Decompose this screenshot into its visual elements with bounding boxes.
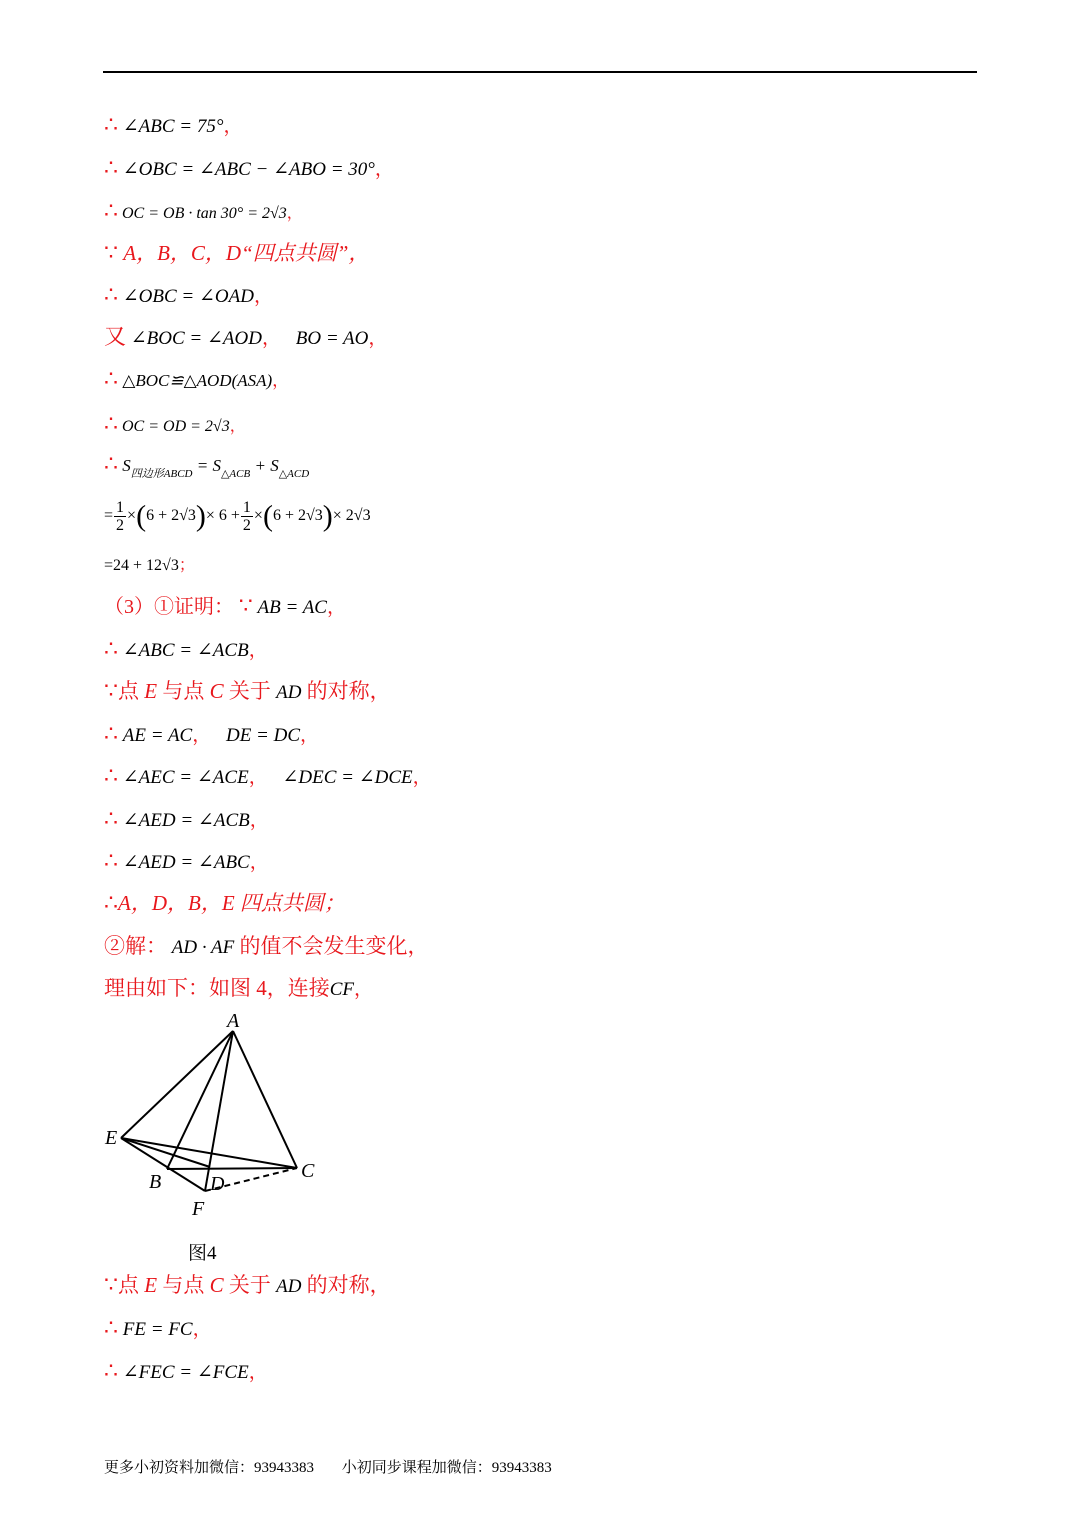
part-3-proof-heading: （3）①证明： bbox=[104, 596, 234, 618]
header-rule bbox=[103, 71, 977, 73]
segment-ED bbox=[121, 1138, 210, 1167]
step-line-3 bbox=[104, 199, 303, 226]
denominator: 2 bbox=[116, 516, 125, 534]
numerator: 1 bbox=[242, 498, 251, 516]
semicolon: ； bbox=[178, 557, 195, 574]
text: 与点 bbox=[157, 1273, 210, 1297]
comma: ， bbox=[253, 286, 273, 307]
step-line-1 bbox=[104, 113, 243, 139]
step-line-19 bbox=[104, 891, 345, 915]
area-subscript: △ACB bbox=[220, 468, 251, 480]
therefore-symbol: ∴ bbox=[104, 806, 118, 831]
therefore-symbol: ∴ bbox=[104, 155, 118, 180]
area-result: =24 + 12√3 bbox=[104, 557, 179, 574]
numerator: 1 bbox=[116, 498, 125, 516]
segment-BC bbox=[167, 1168, 297, 1169]
step-line-22 bbox=[104, 1273, 391, 1299]
comma: ， bbox=[249, 852, 269, 873]
math-expression: 6 + 2√3 bbox=[146, 507, 196, 524]
step-line-4 bbox=[104, 241, 369, 265]
area-subscript: 四边形ABCD bbox=[130, 468, 193, 480]
therefore-symbol: ∴ bbox=[104, 198, 118, 223]
therefore-symbol: ∴ bbox=[104, 890, 118, 915]
math-expression: OC = OD = 2√3 bbox=[122, 418, 230, 435]
equals-sign: = bbox=[104, 507, 114, 524]
times-sign: × bbox=[253, 507, 263, 524]
text: 的对称， bbox=[301, 1273, 391, 1297]
point-label: E bbox=[144, 1273, 158, 1297]
math-expression: ∠FEC = ∠FCE bbox=[122, 1362, 249, 1383]
because-symbol: ∵ bbox=[104, 240, 118, 265]
step-line-13 bbox=[104, 637, 268, 663]
page-footer bbox=[104, 1456, 576, 1477]
footer-wechat-left: 更多小初资料加微信：93943383 bbox=[104, 1460, 315, 1476]
math-expression: = S bbox=[192, 456, 221, 475]
math-expression: 6 + 2√3 bbox=[272, 507, 323, 524]
footer-wechat-right: 小初同步课程加微信：93943383 bbox=[341, 1460, 552, 1476]
comma: ， bbox=[272, 371, 290, 390]
text: 关于 bbox=[223, 1273, 277, 1297]
math-expression: CF bbox=[329, 979, 355, 1000]
text: 点 bbox=[118, 1273, 145, 1297]
math-expression: ∠ABC = 75° bbox=[122, 116, 224, 137]
math-expression: ∠AED = ∠ACB bbox=[122, 810, 250, 831]
therefore-symbol: ∴ bbox=[104, 848, 118, 873]
also-symbol: 又 bbox=[104, 324, 127, 349]
comma: ， bbox=[286, 205, 303, 222]
step-line-21 bbox=[104, 976, 373, 1002]
comma: ， bbox=[249, 810, 269, 831]
part-3-solution-heading: ②解： bbox=[104, 934, 167, 958]
label-E: E bbox=[105, 1127, 118, 1149]
step-line-8 bbox=[104, 412, 246, 439]
text: 与点 bbox=[157, 679, 210, 703]
congruence-expression: △BOC≌△AOD(ASA) bbox=[122, 371, 273, 390]
therefore-symbol: ∴ bbox=[104, 721, 118, 746]
therefore-symbol: ∴ bbox=[104, 1358, 118, 1383]
segment-AC bbox=[233, 1031, 297, 1168]
therefore-symbol: ∴ bbox=[104, 411, 118, 436]
area-symbol: S bbox=[122, 456, 131, 475]
therefore-symbol: ∴ bbox=[104, 112, 118, 137]
comma: ， bbox=[300, 725, 320, 746]
comma: ， bbox=[223, 116, 243, 137]
math-expression: AB = AC bbox=[257, 597, 327, 618]
therefore-symbol: ∴ bbox=[104, 451, 118, 476]
step-line-7 bbox=[104, 367, 289, 393]
step-line-24 bbox=[104, 1359, 268, 1385]
point-label: C bbox=[209, 1273, 224, 1297]
comma: ， bbox=[326, 597, 346, 618]
math-expression: FE = FC bbox=[122, 1319, 193, 1340]
because-symbol: ∵ bbox=[104, 678, 118, 703]
comma: ， bbox=[354, 979, 374, 1000]
comma: ， bbox=[248, 1362, 268, 1383]
math-expression: ∠BOC = ∠AOD bbox=[130, 328, 262, 349]
label-A: A bbox=[227, 1010, 240, 1032]
step-line-10: = $\frac{1}{2}$ ×(6 + 2√3)× 6 + $\frac{1}{2}$ ×(6 + 2√3)× 2√3 bbox=[104, 498, 371, 534]
label-C: C bbox=[301, 1160, 315, 1182]
times-sign: × bbox=[127, 507, 137, 524]
concyclic-statement: A，B，C，D“四点共圆”， bbox=[123, 241, 370, 265]
math-expression: BO = AO bbox=[295, 328, 369, 349]
math-expression: OC = OB · tan 30° = 2√3 bbox=[122, 205, 287, 222]
denominator: 2 bbox=[242, 516, 251, 534]
text: 关于 bbox=[223, 679, 277, 703]
text: 理由如下：如图 4，连接 bbox=[104, 976, 330, 1000]
math-expression: ∠AED = ∠ABC bbox=[122, 852, 250, 873]
comma: ， bbox=[368, 328, 388, 349]
math-expression: × 6 + bbox=[205, 507, 240, 524]
comma: ， bbox=[192, 725, 212, 746]
comma: ， bbox=[248, 640, 268, 661]
step-line-15 bbox=[104, 722, 319, 748]
step-line-14 bbox=[104, 679, 391, 705]
therefore-symbol: ∴ bbox=[104, 763, 118, 788]
label-B: B bbox=[149, 1171, 162, 1193]
math-expression: AD · AF bbox=[171, 937, 235, 958]
because-symbol: ∵ bbox=[104, 1272, 118, 1297]
label-D: D bbox=[210, 1173, 225, 1195]
math-expression: ∠OBC = ∠OAD bbox=[122, 286, 254, 307]
step-line-9 bbox=[104, 452, 309, 480]
therefore-symbol: ∴ bbox=[104, 1315, 118, 1340]
math-expression: ∠AEC = ∠ACE bbox=[122, 767, 249, 788]
math-expression: DE = DC bbox=[225, 725, 301, 746]
fraction-one-half bbox=[114, 499, 126, 534]
step-line-17 bbox=[104, 807, 269, 833]
point-label: E bbox=[144, 679, 158, 703]
step-line-18 bbox=[104, 849, 269, 875]
point-label: C bbox=[209, 679, 224, 703]
comma: ， bbox=[261, 328, 281, 349]
math-expression: AE = AC bbox=[122, 725, 193, 746]
comma: ， bbox=[229, 418, 246, 435]
line-label: AD bbox=[276, 1276, 302, 1297]
comma: ， bbox=[192, 1319, 212, 1340]
math-expression: ∠ABC = ∠ACB bbox=[122, 640, 249, 661]
step-line-16 bbox=[104, 764, 432, 790]
step-line-23 bbox=[104, 1316, 212, 1342]
comma: ， bbox=[248, 767, 268, 788]
label-F: F bbox=[192, 1198, 205, 1220]
line-label: AD bbox=[276, 682, 302, 703]
step-line-12 bbox=[104, 594, 346, 620]
area-subscript: △ACD bbox=[278, 468, 310, 480]
therefore-symbol: ∴ bbox=[104, 636, 118, 661]
fraction-one-half bbox=[241, 499, 253, 534]
text: 的对称， bbox=[301, 679, 391, 703]
geometry-figure-4 bbox=[100, 1005, 330, 1265]
text: 点 bbox=[118, 679, 145, 703]
math-expression: ∠OBC = ∠ABC − ∠ABO = 30° bbox=[122, 159, 375, 180]
therefore-symbol: ∴ bbox=[104, 282, 118, 307]
because-symbol: ∵ bbox=[238, 593, 253, 618]
math-expression: × 2√3 bbox=[332, 507, 371, 524]
step-line-2 bbox=[104, 156, 394, 182]
therefore-symbol: ∴ bbox=[104, 366, 118, 391]
text: 的值不会发生变化， bbox=[234, 934, 429, 958]
concyclic-conclusion: A，D，B，E 四点共圆； bbox=[118, 891, 345, 915]
step-line-20 bbox=[104, 934, 428, 960]
step-line-5 bbox=[104, 283, 273, 309]
comma: ， bbox=[374, 159, 394, 180]
step-line-6 bbox=[104, 325, 387, 351]
step-line-11 bbox=[104, 554, 195, 578]
figure-caption: 图4 bbox=[188, 1243, 217, 1264]
comma: ， bbox=[412, 767, 432, 788]
math-expression: ∠DEC = ∠DCE bbox=[282, 767, 413, 788]
math-expression: + S bbox=[250, 456, 279, 475]
